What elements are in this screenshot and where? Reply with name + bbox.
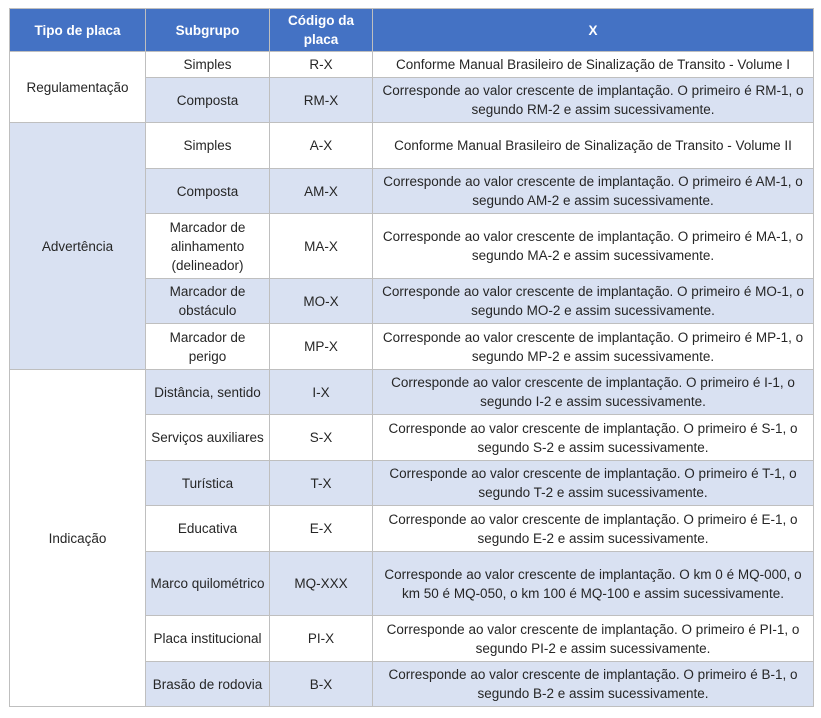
codigo-cell: MO-X xyxy=(270,279,373,324)
x-cell: Corresponde ao valor crescente de implantação. O primeiro é MO-1, o segundo MO-2 e assim sucessivamente. xyxy=(373,279,814,324)
x-cell: Corresponde ao valor crescente de implantação. O primeiro é PI-1, o segundo PI-2 e assim sucessivamente. xyxy=(373,616,814,662)
x-cell: Conforme Manual Brasileiro de Sinalização de Transito - Volume I xyxy=(373,52,814,78)
x-cell: Corresponde ao valor crescente de implantação. O primeiro é RM-1, o segundo RM-2 e assim sucessivamente. xyxy=(373,78,814,123)
subgrupo-cell: Educativa xyxy=(146,506,270,552)
subgrupo-cell: Composta xyxy=(146,78,270,123)
subgrupo-cell: Turística xyxy=(146,461,270,506)
x-cell: Corresponde ao valor crescente de implantação. O primeiro é MA-1, o segundo MA-2 e assim sucessivamente. xyxy=(373,214,814,279)
subgrupo-cell: Composta xyxy=(146,169,270,214)
codigo-cell: A-X xyxy=(270,123,373,169)
subgrupo-cell: Serviços auxiliares xyxy=(146,415,270,461)
subgrupo-cell: Marcador de perigo xyxy=(146,324,270,370)
group-cell-indicacao: Indicação xyxy=(10,370,146,707)
header-tipo: Tipo de placa xyxy=(10,9,146,52)
x-cell: Corresponde ao valor crescente de implantação. O primeiro é E-1, o segundo E-2 e assim sucessivamente. xyxy=(373,506,814,552)
subgrupo-cell: Marco quilométrico xyxy=(146,552,270,616)
codigo-cell: E-X xyxy=(270,506,373,552)
x-cell: Corresponde ao valor crescente de implantação. O primeiro é AM-1, o segundo AM-2 e assim sucessivamente. xyxy=(373,169,814,214)
codigo-cell: MA-X xyxy=(270,214,373,279)
x-cell: Corresponde ao valor crescente de implantação. O primeiro é B-1, o segundo B-2 e assim sucessivamente. xyxy=(373,662,814,707)
subgrupo-cell: Placa institucional xyxy=(146,616,270,662)
codigo-cell: B-X xyxy=(270,662,373,707)
sign-code-table xyxy=(9,8,814,707)
codigo-cell: S-X xyxy=(270,415,373,461)
x-cell: Corresponde ao valor crescente de implantação. O primeiro é I-1, o segundo I-2 e assim sucessivamente. xyxy=(373,370,814,415)
codigo-cell: MP-X xyxy=(270,324,373,370)
subgrupo-cell: Marcador de obstáculo xyxy=(146,279,270,324)
x-cell: Corresponde ao valor crescente de implantação. O primeiro é S-1, o segundo S-2 e assim sucessivamente. xyxy=(373,415,814,461)
x-cell: Corresponde ao valor crescente de implantação. O primeiro é T-1, o segundo T-2 e assim sucessivamente. xyxy=(373,461,814,506)
codigo-cell: PI-X xyxy=(270,616,373,662)
subgrupo-cell: Simples xyxy=(146,123,270,169)
codigo-cell: RM-X xyxy=(270,78,373,123)
subgrupo-cell: Simples xyxy=(146,52,270,78)
codigo-cell: MQ-XXX xyxy=(270,552,373,616)
subgrupo-cell: Distância, sentido xyxy=(146,370,270,415)
codigo-cell: R-X xyxy=(270,52,373,78)
group-cell-regulamentacao: Regulamentação xyxy=(10,52,146,123)
codigo-cell: I-X xyxy=(270,370,373,415)
header-x: X xyxy=(373,9,814,52)
header-subgrupo: Subgrupo xyxy=(146,9,270,52)
codigo-cell: T-X xyxy=(270,461,373,506)
header-codigo: Código da placa xyxy=(270,9,373,52)
table-row xyxy=(10,370,814,415)
header-row xyxy=(10,9,814,52)
codigo-cell: AM-X xyxy=(270,169,373,214)
x-cell: Corresponde ao valor crescente de implantação. O primeiro é MP-1, o segundo MP-2 e assim sucessivamente. xyxy=(373,324,814,370)
x-cell: Corresponde ao valor crescente de implantação. O km 0 é MQ-000, o km 50 é MQ-050, o km 100 é MQ-100 e assim sucessivamente. xyxy=(373,552,814,616)
group-cell-advertencia: Advertência xyxy=(10,123,146,370)
table-row xyxy=(10,123,814,169)
subgrupo-cell: Marcador de alinhamento (delineador) xyxy=(146,214,270,279)
table-row xyxy=(10,52,814,78)
subgrupo-cell: Brasão de rodovia xyxy=(146,662,270,707)
x-cell: Conforme Manual Brasileiro de Sinalização de Transito - Volume II xyxy=(373,123,814,169)
